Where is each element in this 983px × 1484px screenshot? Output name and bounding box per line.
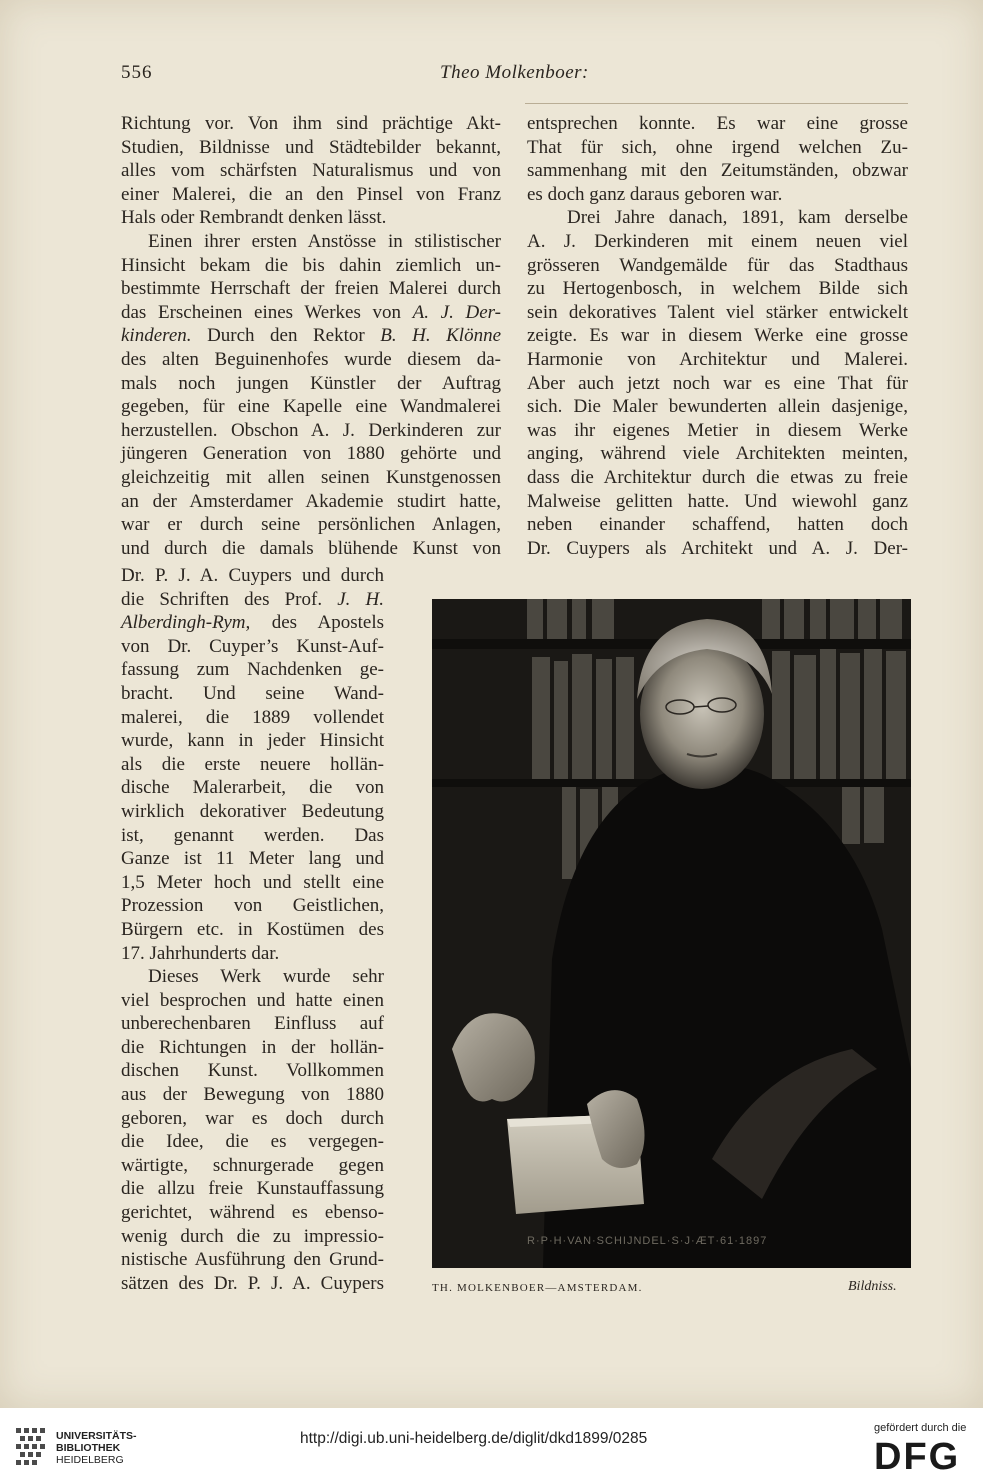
text-line: wirklich dekorativer Bedeutung xyxy=(121,800,384,822)
italic-name: J. H. xyxy=(337,588,385,610)
running-head: Theo Molkenboer: xyxy=(440,62,589,83)
text-line: sätzen des Dr. P. J. A. Cuypers xyxy=(121,1272,384,1294)
text-line: des alten Beguinenhofes wurde diesem da- xyxy=(121,348,501,370)
text-line: Hinsicht bekam die bis dahin ziemlich un- xyxy=(121,254,501,276)
text-line: die Richtungen in der hollän- xyxy=(121,1036,384,1058)
portrait-illustration xyxy=(432,599,911,1268)
glasses-bridge xyxy=(694,706,708,707)
text-line: Dr. P. J. A. Cuypers und durch xyxy=(121,565,384,586)
page-number: 556 xyxy=(121,62,153,83)
text-line: herzustellen. Obschon A. J. Derkinderen zur xyxy=(121,419,501,441)
left-narrow-column xyxy=(121,564,384,1295)
text-line: sein dekoratives Talent viel stärker entwickelt xyxy=(527,301,908,323)
text-line: Richtung vor. Von ihm sind prächtige Akt- xyxy=(121,113,501,134)
text-span: des Apostels xyxy=(271,612,384,634)
text-line: 1,5 Meter hoch und stellt eine xyxy=(121,871,384,893)
text-line: fassung zum Nachdenken ge- xyxy=(121,659,384,681)
text-line xyxy=(121,324,501,348)
text-line: Hals oder Rembrandt denken lässt. xyxy=(121,207,387,229)
text-line: es doch ganz daraus geboren war. xyxy=(527,183,783,205)
text-line: Bürgern etc. in Kostümen des xyxy=(121,918,384,940)
text-line: alles vom schärfsten Naturalismus und von xyxy=(121,160,501,182)
text-line: grösseren Wandgemälde für das Stadthaus xyxy=(527,254,908,276)
text-line: dass die Architektur durch die etwas zu freie xyxy=(527,466,908,488)
library-name-line: UNIVERSITÄTS- xyxy=(56,1430,137,1442)
text-line: ist, genannt werden. Das xyxy=(121,824,384,846)
text-line: Dr. Cuypers als Architekt und A. J. Der- xyxy=(527,537,908,559)
text-line: von Dr. Cuyper’s Kunst-Auf- xyxy=(121,635,384,657)
text-line: Aber auch jetzt noch war es eine That für xyxy=(527,372,908,394)
portrait-photo xyxy=(432,599,911,1268)
text-line: wurde, kann in jeder Hinsicht xyxy=(121,730,384,752)
library-name-line: HEIDELBERG xyxy=(56,1454,124,1466)
right-column xyxy=(527,112,908,560)
text-line: mals noch jungen Künstler der Auftrag xyxy=(121,372,501,394)
text-line: was ihr eigenes Metier in diesem Werke xyxy=(527,419,908,441)
text-line: 17. Jahrhunderts dar. xyxy=(121,942,280,964)
header-rule xyxy=(525,103,908,104)
text-line: bestimmte Herrschaft der freien Malerei durch xyxy=(121,278,501,300)
italic-name: A. J. Der- xyxy=(412,301,501,323)
text-line: Drei Jahre danach, 1891, kam derselbe xyxy=(567,207,908,229)
text-line: dischen Kunst. Vollkommen xyxy=(121,1060,384,1082)
text-line: wärtigte, schnurgerade gegen xyxy=(121,1154,384,1176)
text-line: Dieses Werk wurde sehr xyxy=(148,966,384,988)
text-line: gerichtet, während es ebenso- xyxy=(121,1202,384,1224)
text-line: die allzu freie Kunstauffassung xyxy=(121,1178,384,1200)
text-line: A. J. Derkinderen mit einem neuen viel xyxy=(527,230,908,252)
text-line: Ganze ist 11 Meter lang und xyxy=(121,848,384,870)
text-line: geboren, war es doch durch xyxy=(121,1107,384,1129)
text-line: und durch die damals blühende Kunst von xyxy=(121,537,501,559)
text-line: gegeben, für eine Kapelle eine Wandmalerei xyxy=(121,396,501,418)
text-line: sammenhang mit den Zeitumständen, obzwar xyxy=(527,160,908,182)
text-line: Prozession von Geistlichen, xyxy=(121,895,384,917)
text-line: entsprechen konnte. Es war eine grosse xyxy=(527,113,908,134)
text-line: viel besprochen und hatte einen xyxy=(121,989,384,1011)
library-logo-icon xyxy=(14,1424,48,1470)
text-span: das Erscheinen eines Werkes von xyxy=(121,301,402,323)
italic-name: kinderen. xyxy=(121,325,192,347)
text-line: neben einander schaffend, hatten doch xyxy=(527,514,908,536)
permalink[interactable]: http://digi.ub.uni-heidelberg.de/diglit/dkd1899/0285 xyxy=(300,1430,648,1447)
text-line xyxy=(121,588,384,612)
text-line xyxy=(121,301,501,325)
text-line: wenig durch die zu impressio- xyxy=(121,1225,384,1247)
italic-name: Alberdingh-Rym, xyxy=(121,612,251,634)
text-line: nistische Ausführung den Grund- xyxy=(121,1249,384,1271)
text-line: als die erste neuere hollän- xyxy=(121,753,384,775)
text-line: zeigte. Es war in diesem Werke eine grosse xyxy=(527,325,908,347)
text-line: einer Malerei, die an den Pinsel von Franz xyxy=(121,183,501,205)
text-line: Studien, Bildnisse und Städtebilder bekannt, xyxy=(121,136,501,158)
text-line: malerei, die 1889 vollendet xyxy=(121,706,384,728)
text-line: bracht. Und seine Wand- xyxy=(121,682,384,704)
figure-caption-artist: TH. MOLKENBOER—AMSTERDAM. xyxy=(432,1282,643,1294)
text-line: Malweise gelitten hatte. Und wiewohl ganz xyxy=(527,490,908,512)
text-line: gleichzeitig mit allen seinen Kunstgenossen xyxy=(121,466,501,488)
italic-name: B. H. Klönne xyxy=(380,325,502,347)
text-span: die Schriften des Prof. xyxy=(121,588,323,610)
text-line: zu Hertogenbosch, in welchem Bilde sich xyxy=(527,278,908,300)
left-column xyxy=(121,112,501,560)
text-line: jüngeren Generation von 1880 gehörte und xyxy=(121,443,501,465)
text-span: Durch den Rektor xyxy=(207,325,365,347)
text-line: war er durch seine persönlichen Anlagen, xyxy=(121,514,501,536)
text-line: unberechenbaren Einfluss auf xyxy=(121,1013,384,1035)
dfg-logo: DFG xyxy=(874,1436,961,1478)
text-line: die Idee, die es vergegen- xyxy=(121,1131,384,1153)
text-line: Einen ihrer ersten Anstösse in stilistischer xyxy=(148,230,501,252)
painting-inscription: R·P·H·VAN·SCHIJNDEL·S·J·ÆT·61·1897 xyxy=(527,1235,768,1247)
text-line: dische Malerarbeit, die von xyxy=(121,777,384,799)
text-line: sich. Die Maler bewunderten allein dasjenige, xyxy=(527,396,908,418)
library-name-line: BIBLIOTHEK xyxy=(56,1442,121,1454)
text-line: an der Amsterdamer Akademie studirt hatte, xyxy=(121,490,501,512)
text-line xyxy=(121,611,384,635)
library-name xyxy=(56,1430,137,1466)
text-line: aus der Bewegung von 1880 xyxy=(121,1084,384,1106)
funding-note: gefördert durch die xyxy=(874,1422,967,1434)
figure-caption-title: Bildniss. xyxy=(848,1279,897,1294)
text-line: anging, während viele Architekten meinten, xyxy=(527,443,908,465)
text-line: That für sich, ohne irgend welchen Zu- xyxy=(527,136,908,158)
text-line: Harmonie von Architektur und Malerei. xyxy=(527,348,908,370)
